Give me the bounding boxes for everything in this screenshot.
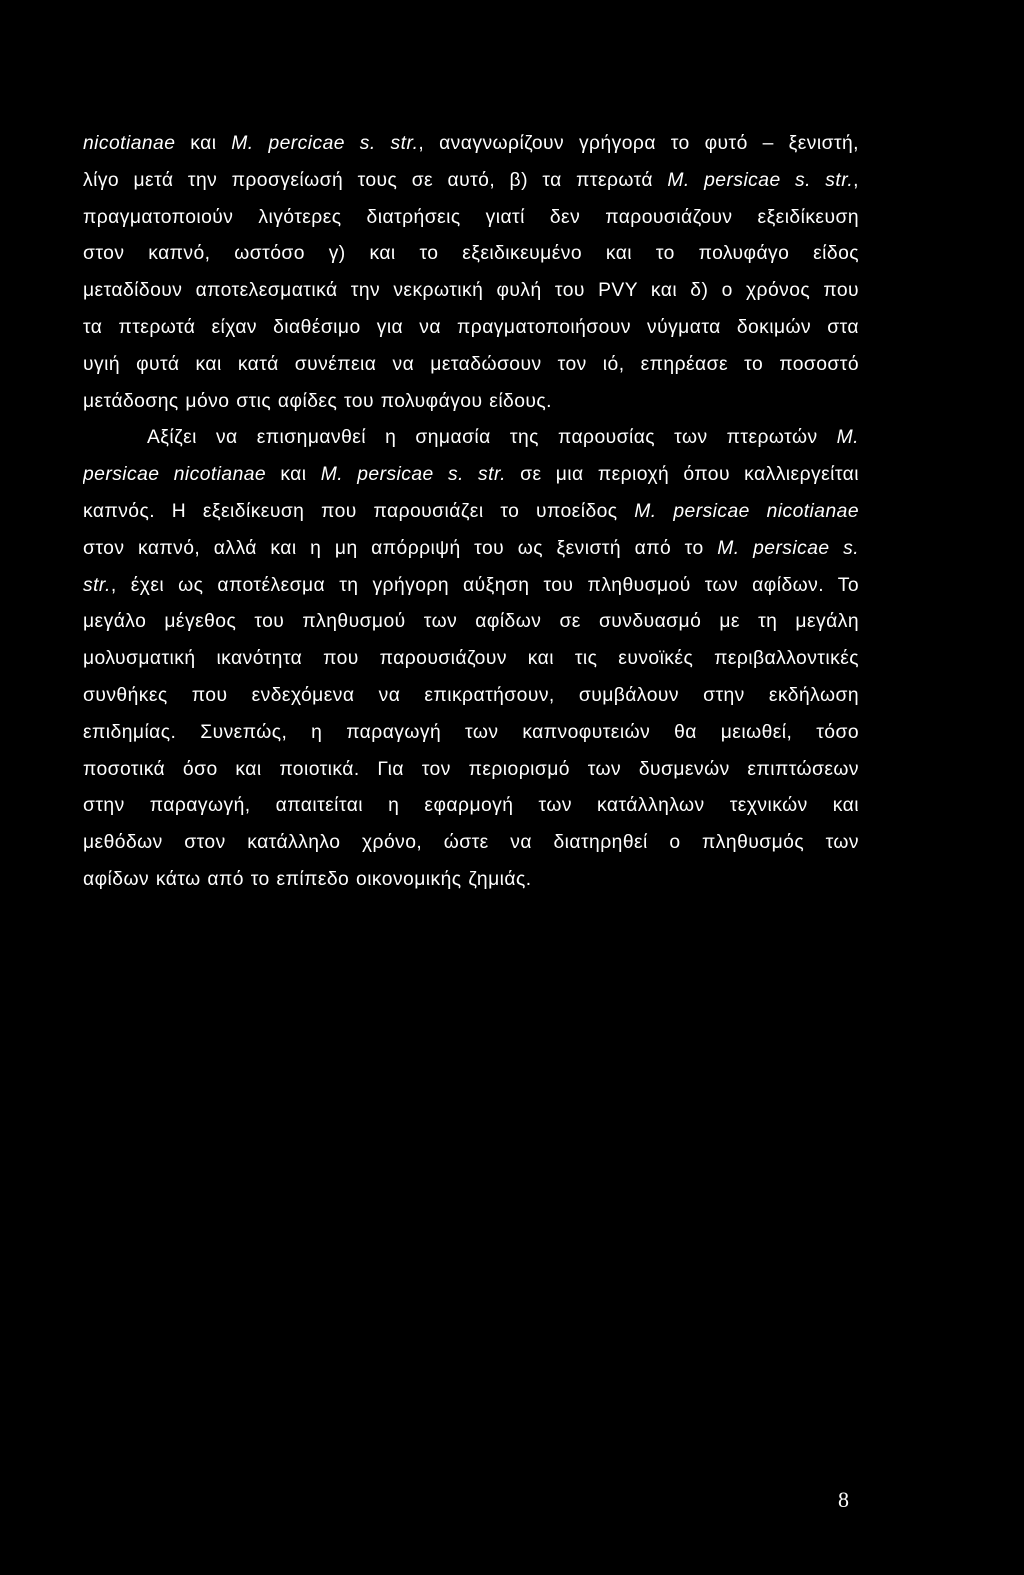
text-line: μολυσματική ικανότητα που παρουσιάζουν και τις ευνοϊκές περιβαλλοντικές bbox=[83, 648, 859, 670]
text-line: συνθήκες που ενδεχόμενα να επικρατήσουν, συμβάλουν στην εκδήλωση bbox=[83, 684, 859, 706]
text-line: ποσοτικά όσο και ποιοτικά. Για τον περιορισμό των δυσμενών επιπτώσεων bbox=[83, 758, 859, 780]
text-line: στον καπνό, αλλά και η μη απόρριψή του ως ξενιστή από το M. persicae s. bbox=[83, 537, 859, 559]
text-line: Αξίζει να επισημανθεί η σημασία της παρουσίας των πτερωτών M. bbox=[147, 427, 859, 449]
body-text bbox=[83, 126, 859, 899]
text-line: τα πτερωτά είχαν διαθέσιμο για να πραγματοποιήσουν νύγματα δοκιμών στα bbox=[83, 316, 859, 338]
text-line: αφίδων κάτω από το επίπεδο οικονομικής ζημιάς. bbox=[83, 868, 532, 890]
text-line: καπνός. Η εξειδίκευση που παρουσιάζει το υποείδος M. persicae nicotianae bbox=[83, 500, 859, 522]
page-number: 8 bbox=[838, 1487, 849, 1512]
text-line: nicotianae και M. percicae s. str., αναγνωρίζουν γρήγορα το φυτό – ξενιστή, bbox=[83, 133, 859, 154]
text-line: στην παραγωγή, απαιτείται η εφαρμογή των κατάλληλων τεχνικών και bbox=[83, 795, 859, 817]
text-line: υγιή φυτά και κατά συνέπεια να μεταδώσουν τον ιό, επηρέασε το ποσοστό bbox=[83, 353, 859, 375]
text-line: str., έχει ως αποτέλεσμα τη γρήγορη αύξηση του πληθυσμού των αφίδων. Το bbox=[83, 574, 859, 596]
text-line: μεγάλο μέγεθος του πληθυσμού των αφίδων σε συνδυασμό με τη μεγάλη bbox=[83, 611, 859, 633]
text-line: λίγο μετά την προσγείωσή τους σε αυτό, β) τα πτερωτά M. persicae s. str., bbox=[83, 169, 859, 191]
text-line: μεθόδων στον κατάλληλο χρόνο, ώστε να διατηρηθεί ο πληθυσμός των bbox=[83, 832, 859, 854]
text-line: στον καπνό, ωστόσο γ) και το εξειδικευμένο και το πολυφάγο είδος bbox=[83, 243, 859, 265]
text-line: μεταδίδουν αποτελεσματικά την νεκρωτική φυλή του PVY και δ) ο χρόνος που bbox=[83, 280, 859, 302]
text-line: επιδημίας. Συνεπώς, η παραγωγή των καπνοφυτειών θα μειωθεί, τόσο bbox=[83, 721, 859, 743]
text-line: πραγματοποιούν λιγότερες διατρήσεις γιατί δεν παρουσιάζουν εξειδίκευση bbox=[83, 206, 859, 228]
text-line: persicae nicotianae και M. persicae s. str. σε μια περιοχή όπου καλλιεργείται bbox=[83, 464, 859, 486]
text-line: μετάδοσης μόνο στις αφίδες του πολυφάγου είδους. bbox=[83, 390, 552, 412]
